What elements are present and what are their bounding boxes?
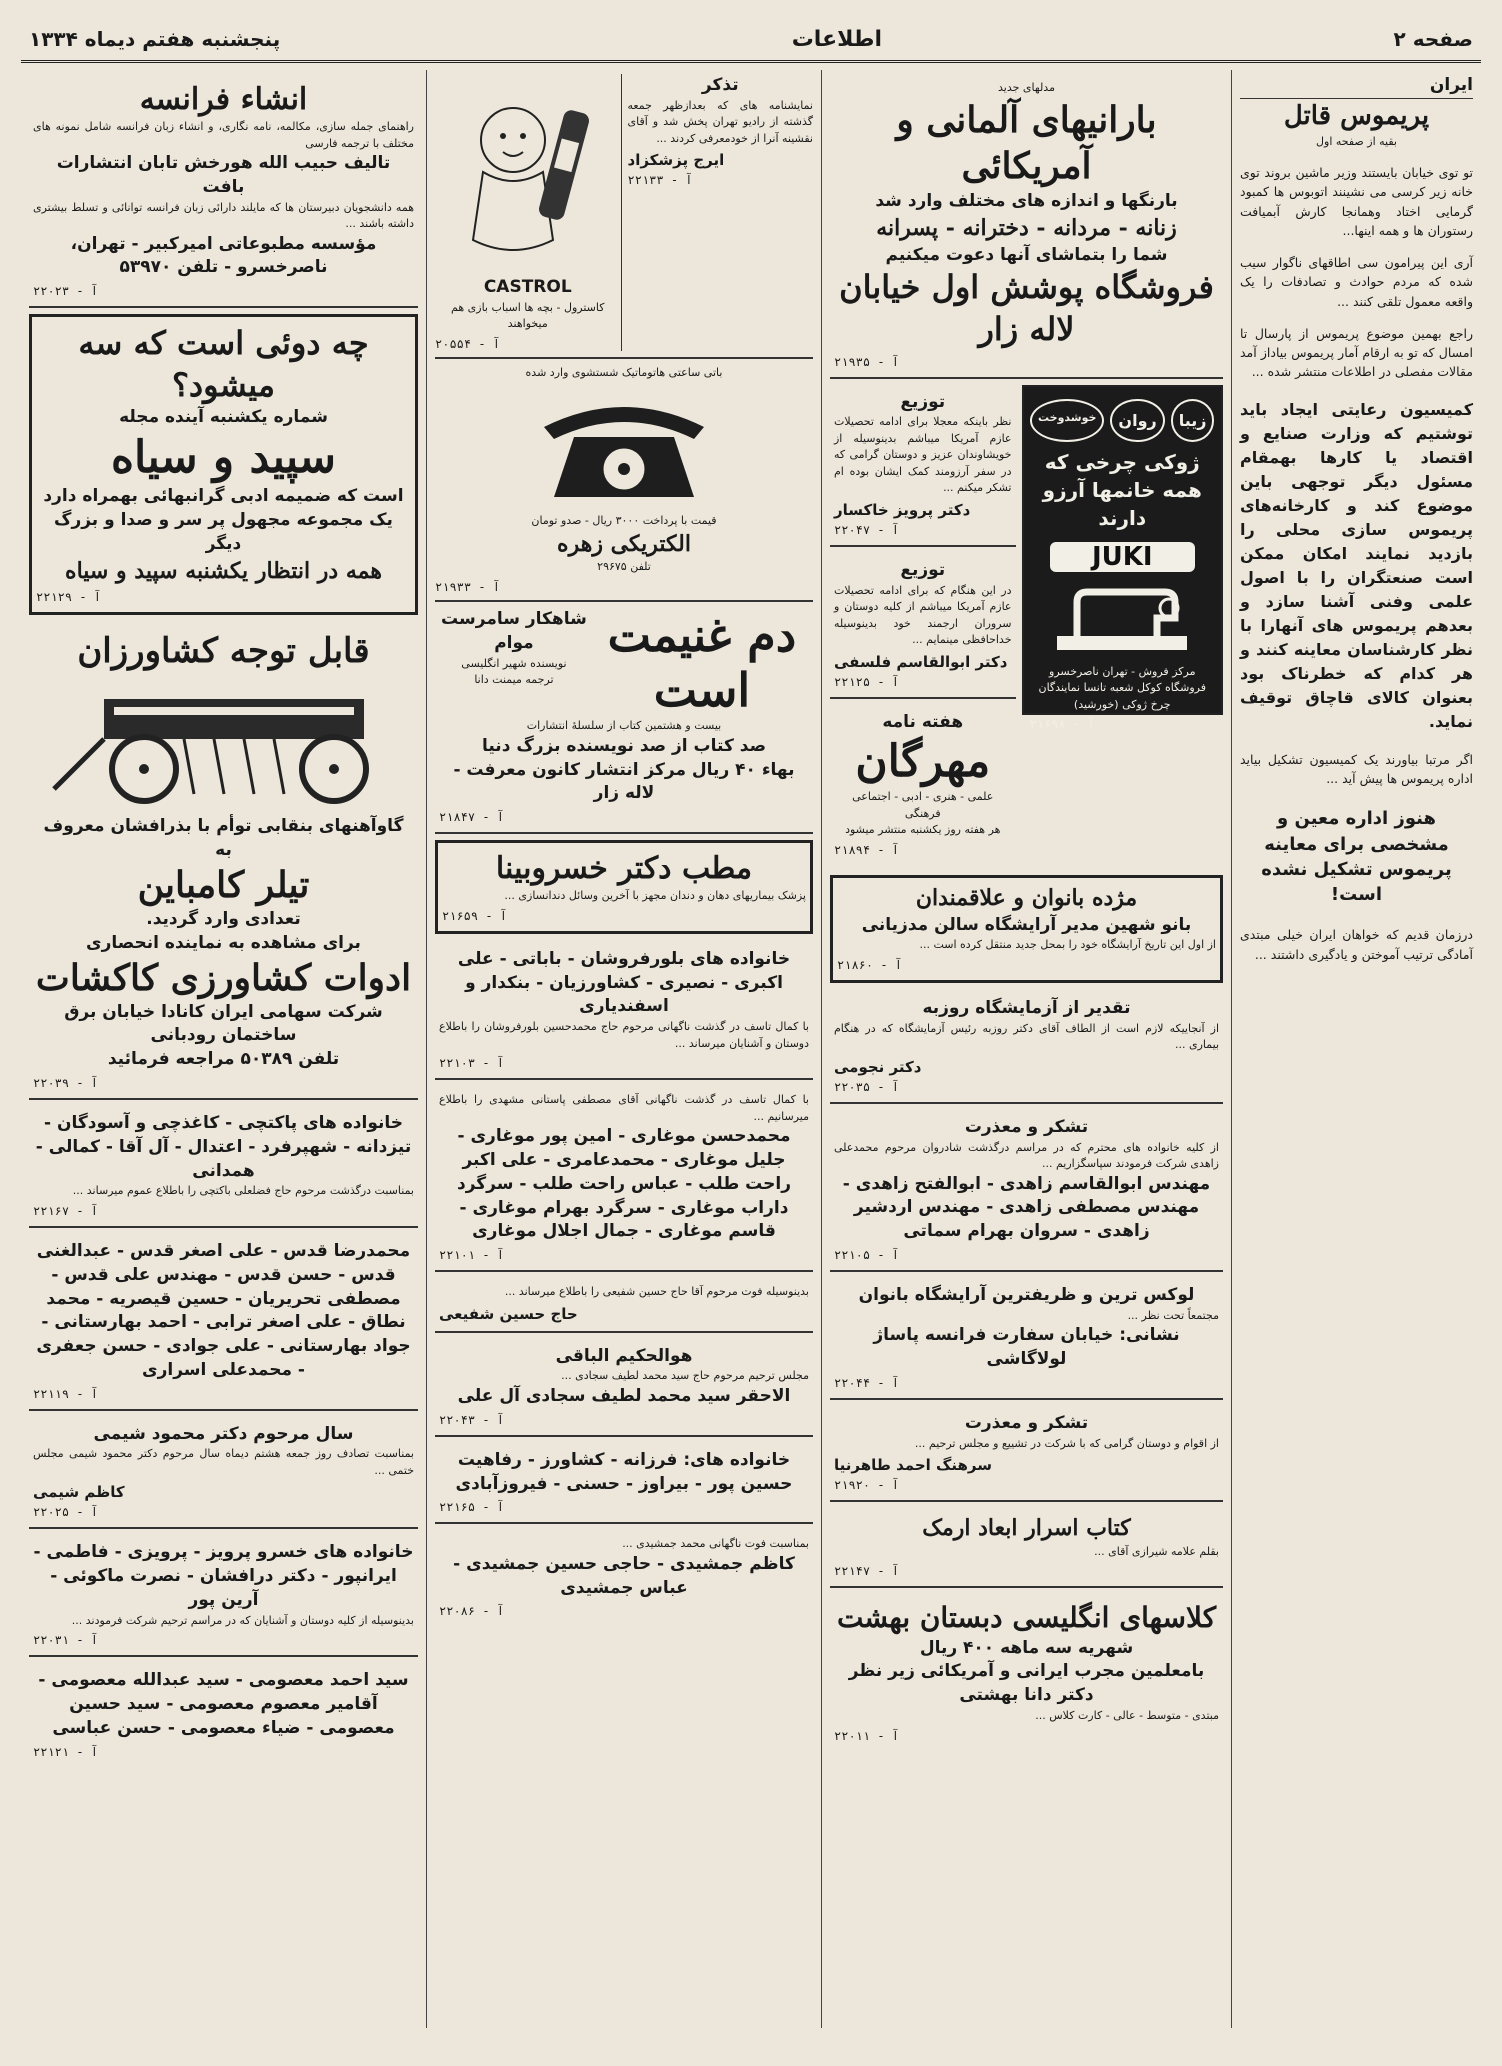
ad-body: بمناسبت تصادف روز جمعه هشتم دیماه سال مرحوم دکتر محمود شیمی مجلس ختمی ... (33, 1447, 414, 1477)
ad-obit-paktchi (29, 1106, 418, 1228)
ad-farewell-1 (830, 385, 1016, 547)
book-title: دم غنیمت است (607, 607, 797, 718)
ad-dentist (435, 840, 813, 934)
ad-lab-thanks (830, 991, 1223, 1104)
masthead (21, 18, 1481, 63)
telephone-tel: تلفن ۲۹۶۷۵ (597, 560, 651, 574)
ad-farewell-2 (830, 553, 1016, 699)
ad-obit-bolurforushan (435, 942, 813, 1080)
telephone-shop: الکتریکی زهره (557, 530, 691, 557)
ad-obit-khosro (29, 1535, 418, 1657)
ad-beauty-salon (830, 1278, 1223, 1400)
ad-code: آ - ۲۱۶۵۹ (442, 908, 508, 923)
juki-brand: JUKI (1050, 542, 1196, 572)
ad-code: آ - ۲۲۱۰۳ (439, 1056, 505, 1071)
ad-sub: بانو شهین مدیر آرایشگاه سالن مدزیانی (861, 914, 1192, 935)
ad-more: همه دانشجویان دبیرستان ها که مایلند دارائی زبان فرانسه توانائی و تسلط بیشتری داشته باشند ... (33, 200, 414, 231)
ad-signature: دکتر نجومی (834, 1057, 922, 1076)
ad-body-2: تعدادی وارد گردید. (146, 909, 301, 930)
ad-code: آ - ۲۱۸۹۴ (834, 842, 900, 857)
ad-dealer: ادوات کشاورزی کاکشات (35, 956, 412, 999)
ad-code: آ - ۲۲۱۲۹ (36, 590, 102, 605)
ad-title: تقدیر از آزمایشگاه روزبه (922, 997, 1131, 1018)
ad-obit-shimi (29, 1417, 418, 1530)
ad-body-3: برای مشاهده به نماینده انحصاری (86, 932, 361, 953)
ad-title: مطب دکتر خسروبینا (495, 851, 753, 887)
column-ads-4 (21, 70, 426, 2028)
paper-title: اطلاعات (791, 26, 883, 52)
juki-slogan: ژوکی چرخی که همه خانمها آرزو دارند (1042, 449, 1202, 530)
article-continued: بقیه از صفحه اول (1316, 134, 1397, 148)
ad-sepid-siah (29, 314, 418, 615)
ad-code: آ - ۲۱۸۶۰ (837, 957, 903, 972)
juki-agent: مرکز فروش - تهران ناصرخسرو فروشگاه کوکل شعبه تانسا نمایندگان چرخ ژوکی (خورشید) (1038, 664, 1206, 711)
ad-farm-equipment (29, 623, 418, 1100)
ad-obit-jamshidi (435, 1530, 813, 1626)
ad-cta: همه در انتظار یکشنبه سپید و سیاه (65, 557, 382, 584)
ad-body: گاوآهنهای بنقابی توأم با بذرافشان معروف به (43, 816, 404, 861)
ad-body: بدینوسیله از کلیه دوستان و آشنایان که در مراسم ترحیم شرکت فرمودند ... (71, 1613, 414, 1627)
ad-thanks-taherniya (830, 1406, 1223, 1502)
ad-title: خانواده های بلورفروشان - باباتی - علی اکبری - نصیری - کشاورزیان - بنکدار و اسفندیاری (457, 948, 791, 1017)
ad-body: در این هنگام که برای ادامه تحصیلات عازم آمریکا میباشم از کلیه دوستان و سروران ارجمند خود بدینوسیله خداحافظی مینمایم ... (834, 583, 1012, 647)
ad-title: توزیع (900, 391, 946, 412)
ad-mehregan (830, 705, 1016, 865)
ad-code: آ - ۲۲۱۴۷ (834, 1564, 900, 1579)
ad-body: نظر باینکه معجلا برای ادامه تحصیلات عازم آمریکا میباشم بدینوسیله از خویشاوندان عزیز و دوستان گرامی که در سفر آرزومند کمک ایشان بوده ام تشکر میکنم ... (834, 415, 1012, 495)
juki-word: زیبا (1171, 399, 1215, 442)
ad-code: آ - ۲۲۰۴۴ (834, 1375, 900, 1390)
ad-code: آ - ۲۲۱۶۷ (33, 1203, 99, 1218)
ad-code: آ - ۲۲۰۴۳ (439, 1412, 505, 1427)
ad-code: آ - ۲۲۰۳۱ (33, 1633, 99, 1648)
ad-telephone (435, 359, 813, 602)
ad-company: شرکت سهامی ایران کانادا خیابان برق ساختمان رودبانی (64, 1001, 383, 1046)
ad-signature: الاحقر سید محمد لطیف سجادی آل علی (457, 1385, 791, 1406)
ad-body: مجلس ترحیم مرحوم حاج سید محمد لطیف سجادی ... (561, 1369, 809, 1383)
article-title: پریموس قاتل (1283, 100, 1430, 131)
column-ads-2 (821, 70, 1231, 2028)
ad-sub: بارنگها و اندازه های مختلف وارد شد (875, 191, 1178, 212)
telephone-caption: قیمت با پرداخت ۳۰۰۰ ریال - صدو تومان (531, 514, 717, 528)
article-paragraph: آری این پیرامون سی اطاقهای ناگوار سیب شده که مردم حوادث و تصادفات را یک واقعه معمول تلقی کنند ... (1240, 254, 1473, 309)
ad-book-maugham (435, 602, 813, 834)
ad-title: توزیع (900, 559, 946, 580)
ad-body: نمایشنامه های که بعدازظهر جمعه گذشته از رادیو تهران پخش شد و آقای نقشینه آنرا از خودمعرفی کردند ... (627, 98, 813, 145)
ad-body: بدینوسیله فوت مرحوم آقا حاج حسین شفیعی را باطلاع میرساند ... (504, 1285, 809, 1299)
ad-obit-farzaneh (435, 1443, 813, 1525)
ad-code: آ - ۲۲۰۱۱ (834, 1728, 900, 1743)
ad-code: آ - ۲۲۰۸۶ (439, 1604, 505, 1619)
ad-price: شهریه سه ماهه ۴۰۰ ریال (919, 1637, 1134, 1658)
article-bold-callout: هنوز اداره معین و مشخصی برای معاینه پریموس تشکیل نشده است! (1261, 808, 1452, 905)
seed-drill-icon (44, 679, 404, 809)
ad-salon (830, 875, 1223, 983)
ad-title: تشکر و معذرت (964, 1412, 1089, 1433)
ad-book (830, 1508, 1223, 1588)
ad-body: بمناسبت فوت ناگهانی محمد جمشیدی ... (622, 1537, 809, 1551)
ad-signature: مهندس ابوالقاسم زاهدی - ابوالفتح زاهدی - مهندس مصطفی زاهدی - مهندس اردشیر زاهدی - سروان بهرام سماتی (842, 1173, 1211, 1242)
ad-obit-masumi (29, 1663, 418, 1766)
ad-title: تذکر (701, 75, 739, 95)
ad-body: از کلیه خانواده های محترم که در مراسم درگذشت شادروان مرحوم محمدعلی زاهدی شرکت فرمودند سپاسگزاریم ... (834, 1140, 1219, 1171)
ad-code: آ - ۲۱۹۲۰ (834, 1478, 900, 1493)
ad-title: بارانیهای آلمانی و آمریکائی (896, 98, 1157, 188)
book-series-2: صد کتاب از صد نویسنده بزرگ دنیا (481, 735, 766, 756)
ad-english-classes (830, 1594, 1223, 1750)
ad-body: راهنمای جمله سازی، مکالمه، نامه نگاری، و انشاء زبان فرانسه شامل نمونه های مختلف با ترجمه فارسی (33, 120, 414, 150)
ad-tel: تلفن ۵۰۳۸۹ مراجعه فرمائید (107, 1049, 340, 1070)
ad-body: از اقوام و دوستان گرامی که با شرکت در تشییع و مجلس ترحیم ... (914, 1436, 1219, 1450)
ad-code: آ - ۲۲۰۳۵ (834, 1079, 900, 1094)
ad-signature: دکتر پرویز خاکسار (834, 500, 971, 519)
article-paragraph: تو توی خیابان بایستند وزیر ماشین بروند توی خانه زیر کرسی می نشینند اتوبوس ها کمبود گرمایی اختاد وهمانجا کارش آبمیافت رستوران ها و همه اینها... (1240, 164, 1473, 239)
ad-code: آ - ۲۲۱۳۳ (627, 173, 693, 188)
ad-code: آ - ۲۲۰۳۹ (33, 1076, 99, 1091)
ad-kicker: هفته نامه (882, 711, 964, 732)
ad-address: نشانی: خیابان سفارت فرانسه پاساژ لولاگاشی (873, 1325, 1180, 1370)
ad-code: آ - ۲۲۱۲۵ (834, 674, 900, 689)
ad-title: مژده بانوان و علاقمندان (915, 884, 1138, 911)
ad-body: با کمال تاسف در گذشت ناگهانی آقای مصطفی پاستانی مشهدی را باطلاع میرسانیم ... (439, 1093, 809, 1123)
issue-date: پنجشنبه هفتم دیماه ۱۳۳۴ (29, 27, 281, 51)
book-series: بیست و هشتمین کتاب از سلسلهٔ انتشارات (526, 719, 722, 733)
ad-code: آ - ۲۱۹۳۵ (834, 354, 900, 369)
ad-title: کاظم جمشیدی - حاجی حسین جمشیدی - عباس جمشیدی (453, 1553, 795, 1598)
ad-title: سال مرحوم دکتر محمود شیمی (93, 1423, 354, 1444)
ad-title: انشاء فرانسه (139, 82, 308, 117)
ad-signature: دکتر ابوالقاسم فلسفی (834, 652, 1008, 671)
baby-bottle-icon (443, 80, 613, 270)
ad-body: بمناسبت درگذشت مرحوم حاج فضلعلی باکتچی را باطلاع عموم میرساند ... (72, 1184, 414, 1198)
ad-title: تشکر و معذرت (964, 1116, 1089, 1137)
article-paragraph: راجع بهمین موضوع پریموس از پارسال تا امسال که تو به ارقام آمار پریموس بیاداز آمد مقالات مفصلی در اطلاعات منتشر شده ... (1240, 325, 1473, 380)
article-paragraph: اگر مرتبا بیاورند یک کمیسیون تشکیل بیاید اداره پریموس ها پیش آید ... (1240, 751, 1473, 787)
ad-code: آ - ۲۱۸۴۷ (439, 810, 505, 825)
ad-publisher: مؤسسه مطبوعاتی امیرکبیر - تهران، ناصرخسرو - تلفن ۵۳۹۷۰ (70, 233, 377, 278)
ad-raincoats (830, 74, 1223, 379)
article-bold-paragraph: کمیسیون رعایتی ایجاد باید توشتیم که وزارت صنایع و اقتصاد یا کارها بهمقام مسئول دیگر توجهی باین موضوع کند و کارخانه‌های پریموس سازی محلی را بازدید نمایند امکان ممکن است صنعتگران را با اصول علمی وفنی آشنا سازد و بعدهم پریموس های آنهارا با نظر کارشناسان معاینه کنند و هر کدام که خطرناک بود بعنوان کالای قاچاق توقیف نماید. (1240, 399, 1473, 731)
ad-brand: تیلر کامباین (137, 864, 310, 907)
ad-notice-radio (628, 74, 814, 351)
telephone-icon (524, 387, 724, 507)
ad-obit-mughari (435, 1086, 813, 1272)
ad-kicker: مدلهای جدید (998, 81, 1055, 94)
ad-body: مجتمعاً تحت نظر ... (1127, 1308, 1219, 1322)
ad-desc: علمی - هنری - ادبی - اجتماعی فرهنگی (852, 790, 994, 820)
ad-code: آ - ۲۲۰۲۵ (33, 1505, 99, 1520)
ad-title: کتاب اسرار ابعاد ارمک (922, 1515, 1131, 1542)
ad-body: از اول این تاریخ آرایشگاه خود را بمحل جدید منتقل کرده است ... (919, 938, 1216, 952)
ad-title: لوکس ترین و ظریفترین آرایشگاه بانوان (858, 1284, 1195, 1305)
ad-body: از آنجاییکه لازم است از الطاف آقای دکتر روزبه رئیس آزمایشگاه که در هنگام بیماری ... (834, 1021, 1219, 1052)
ad-shop-name: فروشگاه پوشش اول خیابان لاله زار (839, 268, 1214, 348)
ad-title: هوالحکیم الباقی (555, 1345, 693, 1366)
book-author: شاهکار سامرست موام (441, 608, 587, 653)
ad-body: پزشک بیماریهای دهان و دندان مجهز با آخرین وسائل دندانسازی ... (504, 889, 806, 903)
ad-kinds: زنانه - مردانه - دخترانه - پسرانه (876, 214, 1177, 241)
sewing-machine-icon (1047, 578, 1197, 658)
ad-obit-sajjadi (435, 1339, 813, 1437)
ad-title: کلاسهای انگلیسی دبستان بهشت (836, 1601, 1217, 1635)
ad-castrol (435, 74, 622, 351)
ad-days: هر هفته روز یکشنبه منتشر میشود (845, 823, 1001, 837)
ad-invite: شما را بتماشای آنها دعوت میکنیم (885, 244, 1168, 265)
ad-title: خانواده های: فرزانه - کشاورز - رفاهیت حسین پور - بیراوز - حسنی - فیروزآبادی (455, 1449, 793, 1494)
ad-title: باتی ساعتی هاتوماتیک شستشوی وارد شده (525, 365, 723, 379)
ad-code: آ - ۲۲۱۰۱ (439, 1248, 505, 1263)
ad-code: آ - ۲۲۱۰۵ (834, 1247, 900, 1262)
ad-title: خانواده های پاکتچی - کاغذچی و آسودگان - تیزدانه - شهپرفرد - اعتدال - آل آقا - کمالی - همدانی (35, 1113, 412, 1181)
ad-body: مبتدی - متوسط - عالی - کارت کلاس ... (1035, 1709, 1219, 1723)
ad-code: آ - ۲۲۰۴۷ (834, 522, 900, 537)
ad-code: آ - ۲۱۹۳۳ (435, 579, 501, 594)
ad-body-2: یک مجموعه مجهول پر سر و صدا و بزرگ دیگر (54, 509, 393, 554)
ad-title: محمدحسن موغاری - امین پور موغاری - جلیل موغاری - محمدعامری - علی اکبر راحت طلب - عباس راحت طلب - سرگرد داراب موغاری - سرگرد بهرام موغاری - قاسم موغاری - جمال اجلال موغاری (456, 1126, 792, 1242)
ad-sub: شماره یکشنبه آینده مجله (119, 407, 328, 428)
ad-signature: کاظم شیمی (33, 1483, 125, 1502)
ad-code: آ - ۲۲۱۲۱ (33, 1744, 99, 1759)
castrol-caption: کاسترول - بچه ها اسباب بازی هم میخواهند (451, 300, 605, 331)
castrol-brand: CASTROL (483, 277, 572, 297)
ad-code: آ - ۲۰۵۵۴ (435, 336, 501, 351)
ad-title: چه دوئی است که سه میشود؟ (78, 324, 369, 404)
page-number: صفحه ۲ (1393, 27, 1473, 51)
column-ads-3 (426, 70, 821, 2028)
ad-code: آ - ۲۲۰۲۳ (33, 284, 99, 299)
ad-title: مهرگان (855, 736, 991, 788)
ad-signature: حاج حسین شفیعی (439, 1304, 578, 1323)
ad-obit-shafiei (435, 1278, 813, 1333)
ad-magazine: سپید و سیاه (110, 432, 336, 484)
ad-title: محمدرضا قدس - علی اصغر قدس - عبدالغنی قدس - حسن قدس - مهندس علی قدس - مصطفی تحریریان - حسین قیصریه - محمد نطاق - علی اصغر ترابی - احمد بهارستانی - جواد بهارستانی - علی جوادی - حسن جعفری - محمدعلی اسراری (36, 1240, 411, 1380)
ad-title: سید احمد معصومی - سید عبدالله معصومی - آقامیر معصوم معصومی - سید حسین معصومی - ضیاء معصومی - حسن عباسی (38, 1670, 409, 1738)
juki-word: روان (1110, 399, 1164, 442)
ad-code: آ - ۲۱۶۹۸ (1029, 717, 1095, 732)
ad-title: خانواده های خسرو پرویز - پرویزی - فاطمی - ایرانپور - دکتر درافشان - نصرت ماکوئی - آرین پور (33, 1542, 414, 1611)
ad-french (29, 74, 418, 308)
book-price: بهاء ۴۰ ریال مرکز انتشار کانون معرفت - لاله زار (453, 759, 795, 804)
ad-code: آ - ۲۲۱۱۹ (33, 1386, 99, 1401)
juki-word: خوشدوخت (1030, 399, 1104, 442)
ad-body: بقلم علامه شیرازی آقای ... (1094, 1544, 1219, 1558)
article-paragraph: درزمان قدیم که خواهان ایران خیلی مبتدی آمادگی ترتیب آموختن و یادگیری داشتند ... (1240, 927, 1473, 962)
ad-body: با کمال تاسف در گذشت ناگهانی مرحوم حاج محمدحسین بلورفروشان را باطلاع دوستان و آشنایان میرساند ... (439, 1020, 809, 1050)
ad-signature: ایرج پزشکزاد (627, 151, 725, 170)
ad-code: آ - ۲۲۱۶۵ (439, 1500, 505, 1515)
ad-title: قابل توجه کشاورزان (77, 631, 370, 672)
column-article (1231, 70, 1481, 2028)
ad-signature: سرهنگ احمد طاهرنیا (834, 1456, 992, 1475)
book-writer: نویسنده شهیر انگلیسی (461, 656, 567, 670)
ad-body: است که ضمیمه ادبی گرانبهائی بهمراه دارد (43, 486, 404, 507)
ad-obit-qods (29, 1234, 418, 1411)
book-trans: ترجمه میمنت دانا (474, 673, 554, 687)
ad-thanks-zahedi (830, 1110, 1223, 1272)
section-label: ایران (1240, 74, 1473, 99)
newspaper-page (21, 18, 1481, 2028)
ad-teachers: بامعلمین مجرب ایرانی و آمریکائی زیر نظر دکتر دانا بهشتی (848, 1661, 1205, 1706)
ad-author: تالیف حبیب الله هورخش تابان انتشارات بافت (56, 153, 391, 197)
ad-juki (1022, 385, 1224, 732)
